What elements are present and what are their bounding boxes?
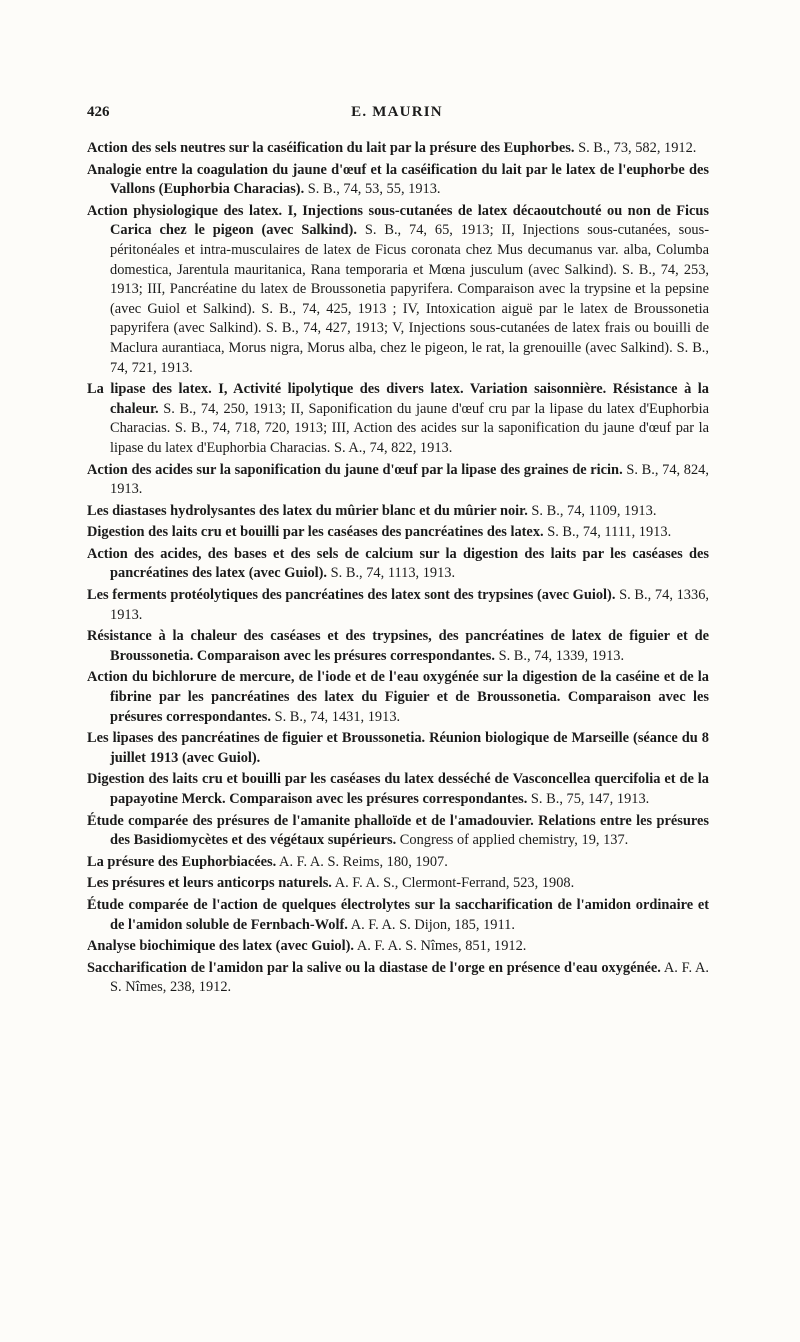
bibliography-entry [87,523,709,543]
entry-reference: S. B., 74, 1111, 1913. [547,524,672,541]
entry-title: Les lipases des pancréatines de figuier et Broussonetia. Réunion biologique de Marseille (séance du 8 juillet 1913 (avec Guiol). [87,730,709,766]
entry-reference: S. B., 74, 1339, 1913. [498,647,625,664]
entry-title: Action des acides sur la saponification du jaune d'œuf par la lipase des graines de ricin. [87,461,623,478]
entry-reference: S. B., 74, 824, 1913. [110,461,709,498]
bibliography-entry [87,545,709,584]
entry-reference: A. F. A. S. Nîmes, 238, 1912. [110,959,709,996]
entry-title: La lipase des latex. I, Activité lipolytique des divers latex. Variation saisonnière. Résistance à la chaleur. [87,381,709,417]
entry-reference: S. B., 74, 65, 1913; II, Injections sous-cutanées, sous-péritonéales et intra-musculaires de latex de Ficus coronata chez Mus decumanus var. alba, Columba domestica, Jarentula mauritanica, Rana temporaria et Mœna jusculum (avec Salkind). S. B., 74, 253, 1913; III, Pancréatine du latex de Broussonetia papyrifera. Comparaison avec la trypsine et la pepsine (avec Guiol et Salkind). S. B., 74, 425, 1913 ; IV, Intoxication aiguë par le latex de Broussonetia papyrifera (avec Salkind). S. B., 74, 427, 1913; V, Injections sous-cutanées de latex frais ou bouilli de Maclura aurantiaca, Morus nigra, Morus alba, chez le pigeon, le rat, la grenouille (avec Salkind). S. B., 74, 721, 1913. [110,222,710,376]
entry-title: Digestion des laits cru et bouilli par les caséases du latex desséché de Vasconcellea quercifolia et de la papayotine Merck. Comparaison avec les présures correspondantes. [87,771,709,807]
bibliography-entry [87,380,709,458]
entry-title: Analogie entre la coagulation du jaune d'œuf et la caséification du lait par le latex de l'euphorbe des Vallons (Euphorbia Characias). [87,161,709,198]
page-number: 426 [87,104,110,120]
entry-reference: A. F. A. S., Clermont-Ferrand, 523, 1908. [334,875,575,892]
entry-title: Action des sels neutres sur la caséification du lait par la présure des Euphorbes. [87,140,575,156]
running-head: E. MAURIN [351,104,443,120]
entry-reference: S. B., 73, 582, 1912. [578,140,697,156]
bibliography-entry [87,770,709,809]
bibliography-entry [87,668,709,727]
entry-reference: A. F. A. S. Nîmes, 851, 1912. [356,938,527,955]
entry-reference: A. F. A. S. Reims, 180, 1907. [279,853,448,870]
bibliography-entry [87,896,709,935]
entry-reference: S. B., 74, 1336, 1913. [110,587,709,623]
entry-reference: S. B., 74, 1109, 1913. [531,502,657,519]
entry-title: Les ferments protéolytiques des pancréatines des latex sont des trypsines (avec Guiol). [87,587,616,604]
entry-title: Étude comparée de l'action de quelques électrolytes sur la saccharification de l'amidon ordinaire et de l'amidon soluble de Fernbach-Wolf. [87,896,709,933]
entry-reference: S. B., 74, 53, 55, 1913. [307,181,441,198]
entry-title: Les présures et leurs anticorps naturels. [87,875,332,892]
bibliography-entry [87,202,709,378]
entry-title: Digestion des laits cru et bouilli par les caséases des pancréatines des latex. [87,524,544,541]
entry-title: Les diastases hydrolysantes des latex du mûrier blanc et du mûrier noir. [87,502,528,519]
entry-title: Action physiologique des latex. I, Injections sous-cutanées de latex décaoutchouté ou non de Ficus Carica chez le pigeon (avec Salkind). [87,202,709,239]
entry-title: Analyse biochimique des latex (avec Guiol). [87,938,355,955]
entry-title: Saccharification de l'amidon par la salive ou la diastase de l'orge en présence d'eau oxygénée. [87,959,661,976]
entry-reference: S. B., 74, 1431, 1913. [274,708,401,725]
entry-reference: S. B., 75, 147, 1913. [530,791,650,807]
bibliography-entry [87,853,709,873]
page-header [87,104,707,126]
bibliography-entry [87,937,709,957]
bibliography-entry [87,874,709,894]
bibliography-entry [87,461,709,500]
entry-title: Résistance à la chaleur des caséases et des trypsines, des pancréatines de latex de figuier et de Broussonetia. Comparaison avec les présures correspondantes. [87,628,709,664]
entry-title: Étude comparée des présures de l'amanite phalloïde et de l'amadouvier. Relations entre les présures des Basidiomycètes et des végétaux supérieurs. [87,812,709,849]
entry-reference: S. B., 74, 250, 1913; II, Saponification du jaune d'œuf cru par la lipase du latex d'Euphorbia Characias. S. B., 74, 718, 720, 1913; III, Action des acides sur la saponification du jaune d'œuf par la lipase du latex d'Euphorbia Characias. S. A., 74, 822, 1913. [110,400,710,456]
bibliography-entry [87,812,709,851]
bibliography-entry [87,627,709,666]
entry-title: La présure des Euphorbiacées. [87,853,277,870]
bibliography-entry [87,959,709,998]
bibliography-list [87,139,709,1000]
entry-title: Action des acides, des bases et des sels de calcium sur la digestion des laits par les caséases des pancréatines des latex (avec Guiol). [87,545,709,582]
bibliography-entry [87,586,709,625]
entry-title: Action du bichlorure de mercure, de l'iode et de l'eau oxygénée sur la digestion de la caséine et de la fibrine par les pancréatines des latex du Figuier et de Broussonetia. Comparaison avec les présures correspondantes. [87,669,709,725]
bibliography-entry [87,161,709,200]
bibliography-entry [87,729,709,768]
bibliography-entry [87,502,709,522]
entry-reference: S. B., 74, 1113, 1913. [330,565,456,582]
entry-reference: Congress of applied chemistry, 19, 137. [399,832,629,849]
entry-reference: A. F. A. S. Dijon, 185, 1911. [350,916,515,933]
bibliography-entry [87,139,709,159]
